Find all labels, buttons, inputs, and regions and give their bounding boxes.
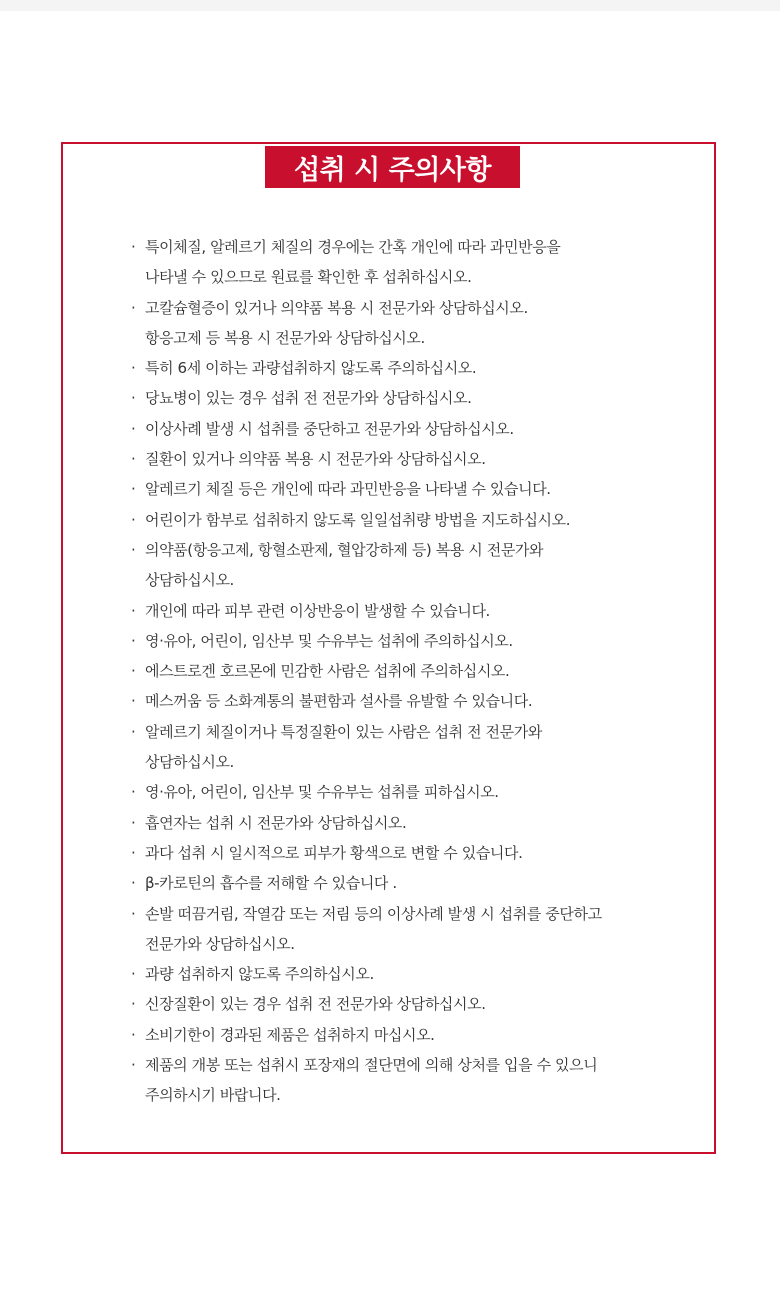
bullet-icon: · xyxy=(131,1025,136,1044)
caution-item xyxy=(129,414,709,444)
caution-item-text: 과량 섭취하지 않도록 주의하십시오. xyxy=(145,965,374,984)
caution-item-text: 이상사례 발생 시 섭취를 중단하고 전문가와 상담하십시오. xyxy=(145,419,514,438)
bullet-icon: · xyxy=(131,843,136,862)
caution-list xyxy=(129,232,709,1111)
caution-item xyxy=(129,656,709,686)
caution-item xyxy=(129,868,709,898)
caution-item-text: 손발 떠끔거림, 작열감 또는 저림 등의 이상사례 발생 시 섭취를 중단하고 전문가와 상담하십시오. xyxy=(145,904,602,953)
caution-item-text: 당뇨병이 있는 경우 섭취 전 전문가와 상담하십시오. xyxy=(145,389,472,408)
bullet-icon: · xyxy=(131,480,136,499)
bullet-icon: · xyxy=(131,722,136,741)
caution-item xyxy=(129,383,709,413)
bullet-icon: · xyxy=(131,995,136,1014)
caution-item-text: 고칼슘혈증이 있거나 의약품 복용 시 전문가와 상담하십시오. 항응고제 등 복용 시 전문가와 상담하십시오. xyxy=(145,298,528,347)
caution-item-text: 의약품(항응고제, 항혈소판제, 혈압강하제 등) 복용 시 전문가와 상담하십시오. xyxy=(145,540,544,590)
bullet-icon: · xyxy=(131,238,136,256)
caution-item xyxy=(129,505,709,535)
caution-item xyxy=(129,1050,709,1111)
caution-item xyxy=(129,899,709,960)
caution-item xyxy=(129,838,709,868)
bullet-icon: · xyxy=(131,359,136,378)
caution-title: 섭취 시 주의사항 xyxy=(265,146,520,188)
bullet-icon: · xyxy=(131,510,136,529)
caution-item-text: 영·유아, 어린이, 임산부 및 수유부는 섭취를 피하십시오. xyxy=(145,783,499,802)
caution-item xyxy=(129,353,709,383)
caution-item-text: 메스꺼움 등 소화계통의 불편함과 설사를 유발할 수 있습니다. xyxy=(145,692,533,711)
caution-item xyxy=(129,596,709,626)
bullet-icon: · xyxy=(131,631,136,650)
caution-notice-box xyxy=(61,142,716,1154)
caution-item-text: 제품의 개봉 또는 섭취시 포장재의 절단면에 의해 상처를 입을 수 있으니 주의하시기 바랍니다. xyxy=(145,1056,598,1105)
caution-item xyxy=(129,535,709,596)
caution-item xyxy=(129,1020,709,1050)
bullet-icon: · xyxy=(131,450,136,469)
caution-item xyxy=(129,686,709,716)
bullet-icon: · xyxy=(131,965,136,984)
caution-item xyxy=(129,293,709,354)
caution-item xyxy=(129,959,709,989)
bullet-icon: · xyxy=(131,298,136,317)
caution-item-text: 알레르기 체질 등은 개인에 따라 과민반응을 나타낼 수 있습니다. xyxy=(145,480,551,499)
caution-item-text: 알레르기 체질이거나 특정질환이 있는 사람은 섭취 전 전문가와 상담하십시오. xyxy=(145,722,542,772)
caution-item xyxy=(129,989,709,1019)
caution-item xyxy=(129,232,709,293)
bullet-icon: · xyxy=(131,389,136,408)
caution-item-text: 어린이가 함부로 섭취하지 않도록 일일섭취량 방법을 지도하십시오. xyxy=(145,510,571,529)
bullet-icon: · xyxy=(131,692,136,711)
bullet-icon: · xyxy=(131,1056,136,1075)
caution-item-text: 소비기한이 경과된 제품은 섭취하지 마십시오. xyxy=(145,1025,435,1044)
caution-item xyxy=(129,808,709,838)
bullet-icon: · xyxy=(131,419,136,438)
top-strip xyxy=(0,0,780,11)
caution-item-text: 과다 섭취 시 일시적으로 피부가 황색으로 변할 수 있습니다. xyxy=(145,843,523,862)
caution-item xyxy=(129,777,709,807)
bullet-icon: · xyxy=(131,783,136,802)
caution-item xyxy=(129,717,709,778)
caution-item-text: 특히 6세 이하는 과량섭취하지 않도록 주의하십시오. xyxy=(145,359,477,378)
caution-item-text: 질환이 있거나 의약품 복용 시 전문가와 상담하십시오. xyxy=(145,450,486,469)
caution-item-text: 개인에 따라 피부 관련 이상반응이 발생할 수 있습니다. xyxy=(145,601,490,620)
caution-item-text: 특이체질, 알레르기 체질의 경우에는 간혹 개인에 따라 과민반응을 나타낼 수 있으므로 원료를 확인한 후 섭취하십시오. xyxy=(145,238,561,287)
caution-item xyxy=(129,444,709,474)
bullet-icon: · xyxy=(131,904,136,923)
bullet-icon: · xyxy=(131,540,136,559)
caution-item-text: 에스트로겐 호르몬에 민감한 사람은 섭취에 주의하십시오. xyxy=(145,662,510,681)
caution-item xyxy=(129,474,709,504)
bullet-icon: · xyxy=(131,662,136,681)
bullet-icon: · xyxy=(131,601,136,620)
caution-item-text: 영·유아, 어린이, 임산부 및 수유부는 섭취에 주의하십시오. xyxy=(145,631,513,650)
caution-item-text: β-카로틴의 흡수를 저해할 수 있습니다 . xyxy=(145,874,397,893)
bullet-icon: · xyxy=(131,813,136,832)
caution-item xyxy=(129,626,709,656)
bullet-icon: · xyxy=(131,874,136,893)
caution-item-text: 신장질환이 있는 경우 섭취 전 전문가와 상담하십시오. xyxy=(145,995,486,1014)
caution-item-text: 흡연자는 섭취 시 전문가와 상담하십시오. xyxy=(145,813,407,832)
